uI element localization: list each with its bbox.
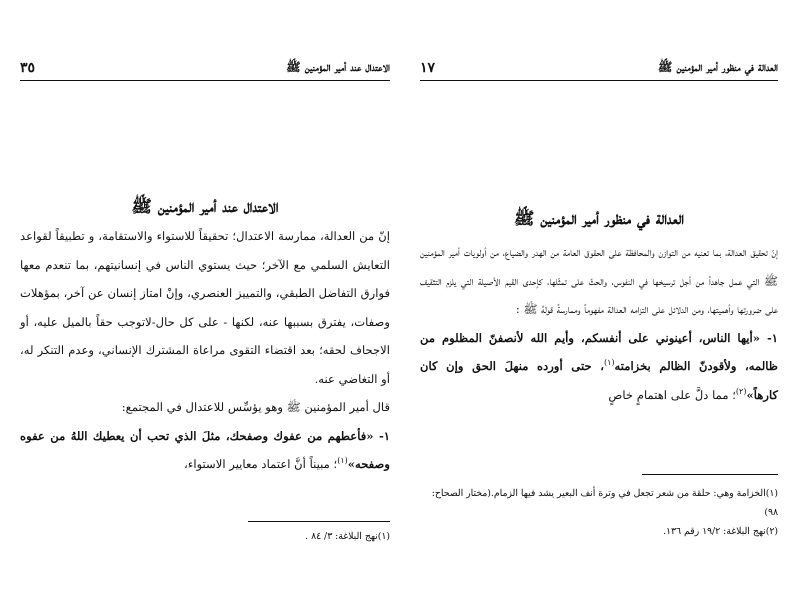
left-footnote-divider [248, 521, 390, 522]
left-body-text [20, 222, 390, 479]
left-paragraph-2: قال أمير المؤمنين ﷺ وهو يؤسِّس للاعتدال في المجتمع: [121, 400, 390, 414]
right-body-text [420, 238, 778, 409]
right-page-number: ١٧ [420, 60, 436, 76]
right-header-rule [420, 80, 778, 81]
left-page [20, 0, 390, 601]
left-paragraph-1: إنّ من العدالة، ممارسة الاعتدال؛ تحقيقاً للاستواء والاستقامة، و تطبيقاً لقواعد التعايش السلمي مع الآخر؛ حيث يستوي الناس في إنسانيتهم، بما تنعدم معها فوارق التفاضل الطبقي، والتمييز العنصري، وإنْ امتاز إنسان عن آخر، بمؤهلات وصفات، يفترق بسببها عنه، لكنها - على كل حال-لاتوجب حقاً بالميل عليه، أو الاجحاف لحقه؛ بعد اقتضاء التقوى مراعاة المشترك الإنساني، وعدم التنكر له، أو التغاضي عنه. [20, 229, 390, 386]
right-quote-paragraph [420, 324, 778, 410]
left-quote-paragraph [20, 422, 390, 479]
right-header-title: العدالة في منظور أمير المؤمنين ﷺ [657, 59, 778, 74]
left-footnote-ref-1: (١) [337, 456, 348, 466]
right-quote-middle: ، حتى أورده منهلَ الحق وإن كان كارهاً» [420, 359, 778, 402]
left-footnote-1: (١)نهج البلاغة: ٣/ ٨٤ . [305, 531, 390, 542]
right-footnote-1: (١)الخزامة وهي: حلقة من شعر تجعل في وترة أنف البعير يشد فيها الزمام.(مختار الصحاح: ٩٨) [431, 488, 778, 518]
right-footnote-divider [642, 474, 778, 475]
left-page-number: ٣٥ [20, 60, 36, 76]
left-section-title: الاعتدال عند أمير المؤمنين ﷺ [131, 197, 279, 217]
left-header-rule [20, 80, 390, 81]
right-paragraph-1: إنّ تحقيق العدالة، بما تعنيه من التوازن والمحافظة على الحقوق العامة من الهدر والضياع، من أولويات أمير المؤمنين ﷺ التي عمل جاهداً من أجل ترسيخها في النفوس، والحثّ على تمثّلها، كإحدى القيم الأصيلة التي يلزم التثقيف على ضرورتها وأهميتها، ومن الدلائل على التزامه العدالة مفهوماً وممارسةً قولهُ ﷺ : [420, 245, 778, 316]
right-page-header [420, 58, 778, 78]
right-footnotes [420, 484, 778, 541]
left-header-title: الاعتدال عند أمير المؤمنين ﷺ [286, 59, 390, 74]
left-quote-text: ١- «فأعطهم من عفوك وصفحك، مثلَ الذي تحب أن يعطيك اللهُ من عفوه وصفحه» [20, 428, 390, 471]
left-page-header [20, 58, 390, 78]
left-quote-suffix: ؛ مبيناً أنَّ اعتماد معايير الاستواء، [184, 457, 338, 471]
right-page [420, 0, 778, 601]
right-section-title: العدالة في منظور أمير المؤمنين ﷺ [513, 209, 685, 229]
right-footnote-ref-2: (٢) [735, 386, 747, 396]
left-footnotes [20, 527, 390, 546]
right-footnote-2: (٢)نهج البلاغة: ١٩/٢ رقم ١٣٦. [663, 526, 778, 537]
right-quote-suffix: ؛ مما دلَّ على اهتمامٍ خاصٍ [608, 387, 736, 402]
right-quote-prefix: ١- «أيها الناس، أعينوني على أنفسكم، وأيم الله لأنصفنّ المظلوم من ظالمه، ولأقودنّ الظالم بخزامته [420, 330, 779, 373]
right-footnote-ref-1: (١) [603, 358, 615, 368]
